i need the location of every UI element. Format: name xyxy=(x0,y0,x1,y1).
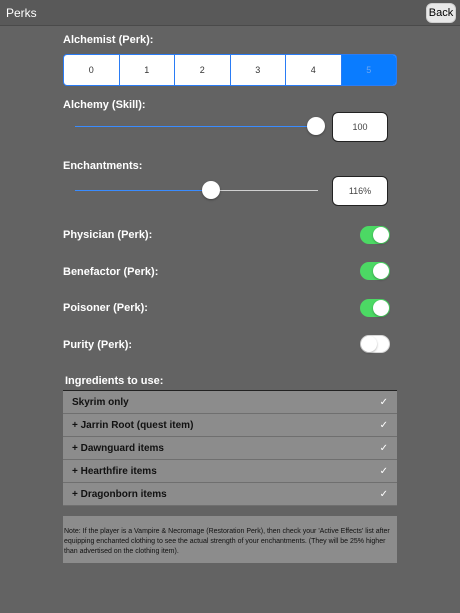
toggle-knob xyxy=(373,300,389,316)
toggle-knob xyxy=(373,227,389,243)
alchemist-segment-4[interactable]: 4 xyxy=(286,55,342,85)
purity-toggle[interactable] xyxy=(360,335,390,353)
ingredient-row[interactable] xyxy=(63,483,397,506)
alchemist-segment-3[interactable]: 3 xyxy=(231,55,287,85)
ingredient-label: Skyrim only xyxy=(72,396,129,408)
purity-label: Purity (Perk): xyxy=(63,339,133,351)
ingredients-header: Ingredients to use: xyxy=(63,375,397,391)
ingredient-row[interactable] xyxy=(63,391,397,414)
ingredient-row[interactable] xyxy=(63,460,397,483)
vampire-note: Note: If the player is a Vampire & Necromage (Restoration Perk), then check your 'Active Effects' list after equipping enchanted clothing to see the actual strength of your enchantments. (They will be 25% higher than advertised on the clothing item). xyxy=(63,516,397,563)
poisoner-label: Poisoner (Perk): xyxy=(63,302,148,314)
enchantments-value-field[interactable]: 116% xyxy=(332,176,388,206)
ingredient-label: + Dawnguard items xyxy=(72,442,164,454)
checkmark-icon: ✓ xyxy=(379,419,388,431)
toggle-knob xyxy=(361,336,377,352)
enchantments-label: Enchantments: xyxy=(63,160,143,172)
alchemy-value-field[interactable]: 100 xyxy=(332,112,388,142)
benefactor-label: Benefactor (Perk): xyxy=(63,266,159,278)
alchemist-segment-1[interactable]: 1 xyxy=(120,55,176,85)
alchemist-segment-0[interactable]: 0 xyxy=(64,55,120,85)
toggle-knob xyxy=(373,263,389,279)
physician-toggle[interactable] xyxy=(360,226,390,244)
enchantments-slider-thumb[interactable] xyxy=(202,181,220,199)
checkmark-icon: ✓ xyxy=(379,488,388,500)
ingredient-row[interactable] xyxy=(63,437,397,460)
checkmark-icon: ✓ xyxy=(379,396,388,408)
ingredient-row[interactable] xyxy=(63,414,397,437)
ingredient-label: + Dragonborn items xyxy=(72,488,167,500)
ingredient-label: + Jarrin Root (quest item) xyxy=(72,419,194,431)
enchantments-slider-fill xyxy=(75,190,211,191)
benefactor-toggle[interactable] xyxy=(360,262,390,280)
checkmark-icon: ✓ xyxy=(379,442,388,454)
nav-title: Perks xyxy=(6,6,37,20)
back-button[interactable]: Back xyxy=(426,3,456,23)
enchantments-slider[interactable] xyxy=(75,190,318,191)
physician-label: Physician (Perk): xyxy=(63,229,153,241)
checkmark-icon: ✓ xyxy=(379,465,388,477)
alchemy-slider-thumb[interactable] xyxy=(307,117,325,135)
poisoner-toggle[interactable] xyxy=(360,299,390,317)
alchemy-slider[interactable] xyxy=(75,126,318,127)
nav-bar xyxy=(0,0,460,26)
alchemy-slider-fill xyxy=(75,126,316,127)
alchemist-segment-2[interactable]: 2 xyxy=(175,55,231,85)
alchemist-label: Alchemist (Perk): xyxy=(63,34,154,46)
ingredient-label: + Hearthfire items xyxy=(72,465,157,477)
ingredients-list xyxy=(63,391,397,506)
alchemist-segmented-control xyxy=(63,54,397,86)
alchemist-segment-5[interactable]: 5 xyxy=(342,55,397,85)
alchemy-label: Alchemy (Skill): xyxy=(63,99,146,111)
